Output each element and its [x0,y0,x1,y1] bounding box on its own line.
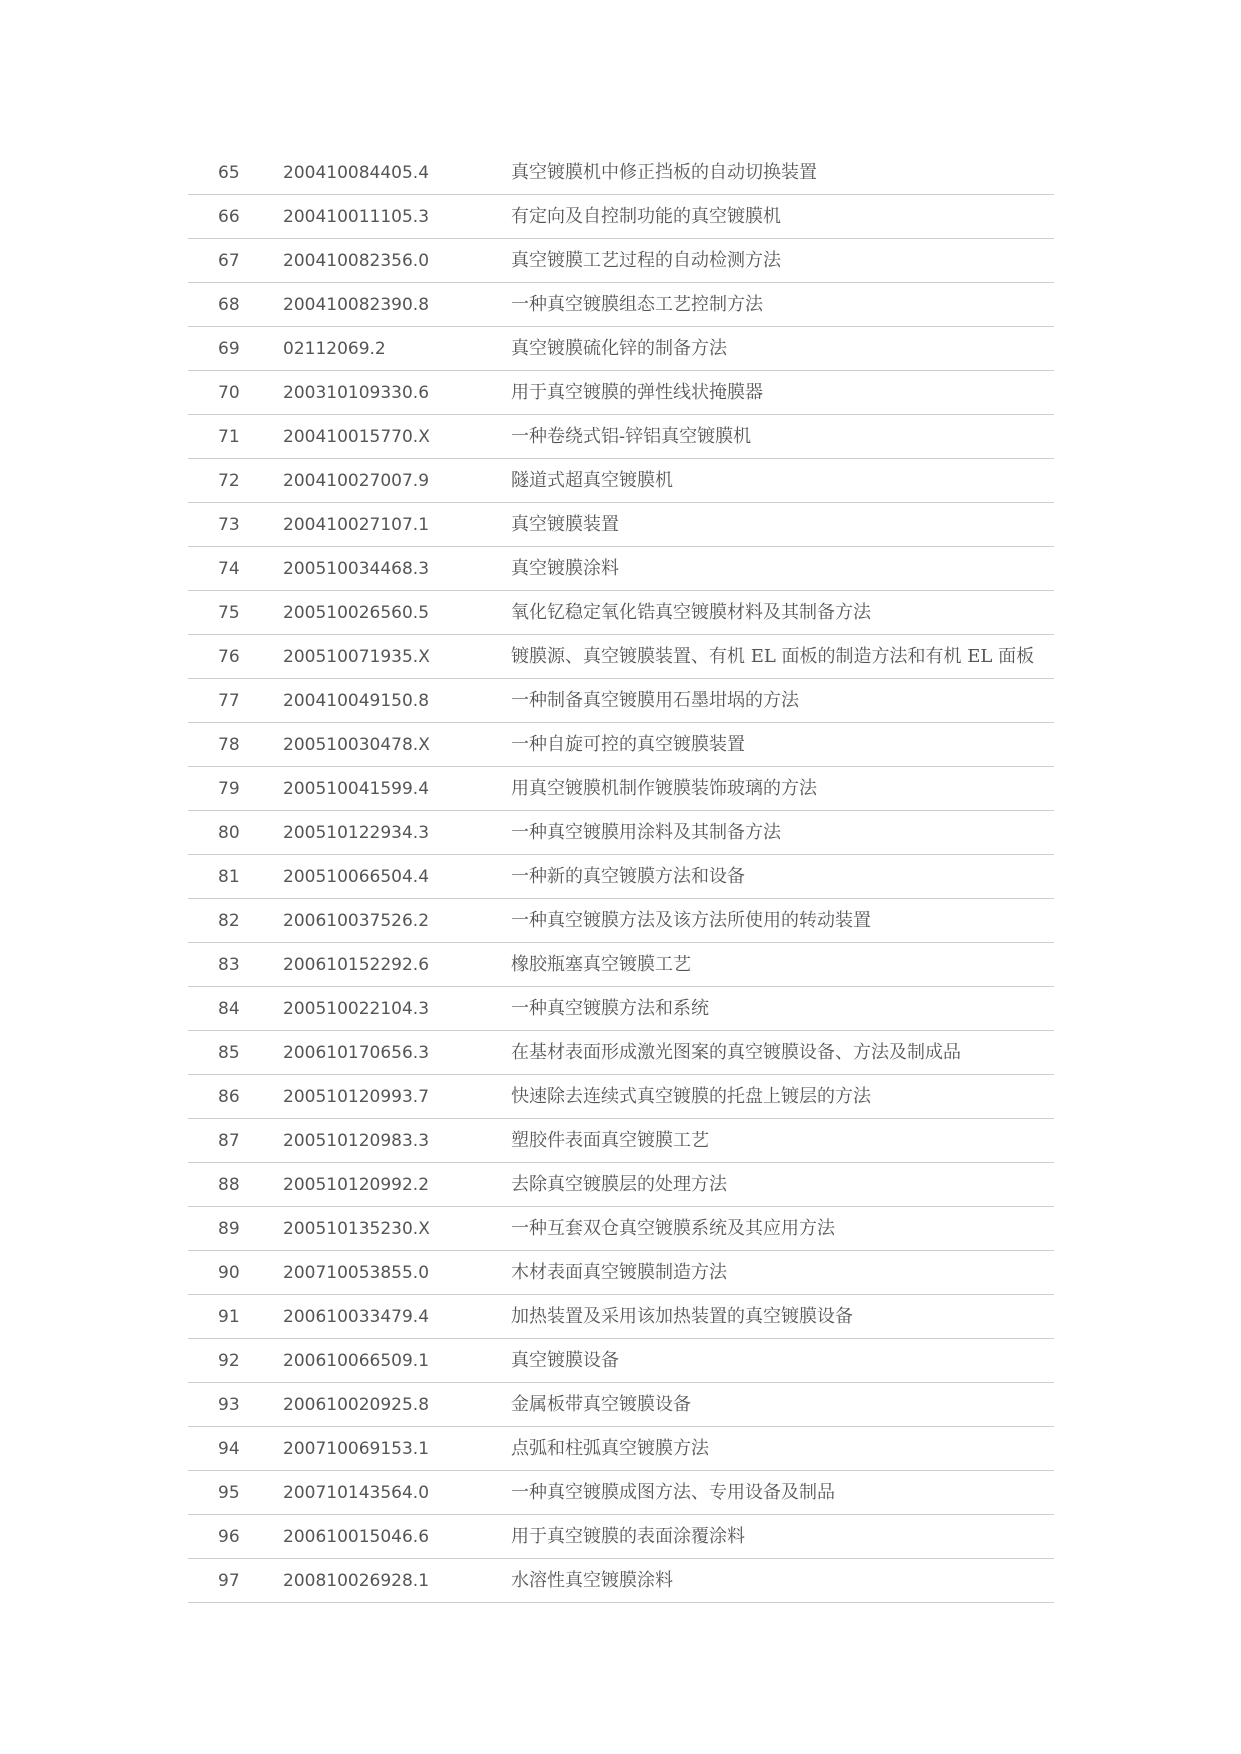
table-row [188,899,1054,943]
patent-number: 200410027007.9 [283,471,430,491]
table-row [188,591,1054,635]
patent-title: 一种真空镀膜成图方法、专用设备及制品 [511,1482,835,1503]
patent-number: 200710143564.0 [283,1483,430,1503]
patent-number: 200510120983.3 [283,1131,430,1151]
row-number: 69 [218,339,240,359]
table-row [188,503,1054,547]
table-row [188,1559,1054,1603]
table-row [188,195,1054,239]
row-number: 93 [218,1395,240,1415]
table-row [188,327,1054,371]
patent-number: 200510066504.4 [283,867,430,887]
patent-title: 真空镀膜机中修正挡板的自动切换装置 [511,162,817,183]
patent-number: 200410082356.0 [283,251,430,271]
row-number: 82 [218,911,240,931]
row-number: 90 [218,1263,240,1283]
patent-number: 200410011105.3 [283,207,430,227]
table-row [188,1383,1054,1427]
table-row [188,987,1054,1031]
patent-number: 200510071935.X [283,647,430,667]
patent-number: 02112069.2 [283,339,386,359]
row-number: 89 [218,1219,240,1239]
patent-number: 200510041599.4 [283,779,430,799]
table-row [188,415,1054,459]
patent-title: 用于真空镀膜的弹性线状掩膜器 [511,382,763,403]
table-row [188,1427,1054,1471]
table-row [188,1075,1054,1119]
patent-number: 200610170656.3 [283,1043,430,1063]
row-number: 70 [218,383,240,403]
row-number: 94 [218,1439,240,1459]
patent-title: 一种互套双仓真空镀膜系统及其应用方法 [511,1218,835,1239]
row-number: 88 [218,1175,240,1195]
patent-title: 真空镀膜硫化锌的制备方法 [511,338,727,359]
patent-number: 200610066509.1 [283,1351,430,1371]
patent-title: 一种制备真空镀膜用石墨坩埚的方法 [511,690,799,711]
patent-title: 真空镀膜设备 [511,1350,619,1371]
table-row [188,1471,1054,1515]
table-row [188,943,1054,987]
patent-number: 200510022104.3 [283,999,430,1019]
row-number: 75 [218,603,240,623]
patent-number: 200510120993.7 [283,1087,430,1107]
row-number: 81 [218,867,240,887]
row-number: 80 [218,823,240,843]
patent-title: 真空镀膜装置 [511,514,619,535]
table-row [188,1339,1054,1383]
patent-number: 200710069153.1 [283,1439,430,1459]
table-row [188,547,1054,591]
row-number: 66 [218,207,240,227]
patent-number: 200410015770.X [283,427,430,447]
table-row [188,635,1054,679]
table-row [188,1119,1054,1163]
patent-number: 200410049150.8 [283,691,430,711]
table-row [188,283,1054,327]
patent-title: 隧道式超真空镀膜机 [511,470,673,491]
row-number: 76 [218,647,240,667]
patent-title: 快速除去连续式真空镀膜的托盘上镀层的方法 [511,1086,871,1107]
patent-number: 200510120992.2 [283,1175,430,1195]
patent-number: 200510034468.3 [283,559,430,579]
patent-table [188,151,1054,1603]
patent-number: 200410084405.4 [283,163,430,183]
row-number: 78 [218,735,240,755]
patent-title: 一种真空镀膜方法和系统 [511,998,709,1019]
row-number: 92 [218,1351,240,1371]
patent-title: 塑胶件表面真空镀膜工艺 [511,1130,709,1151]
row-number: 87 [218,1131,240,1151]
patent-number: 200610015046.6 [283,1527,430,1547]
patent-number: 200610037526.2 [283,911,430,931]
patent-title: 一种自旋可控的真空镀膜装置 [511,734,745,755]
patent-number: 200310109330.6 [283,383,430,403]
row-number: 84 [218,999,240,1019]
table-row [188,855,1054,899]
patent-title: 用真空镀膜机制作镀膜装饰玻璃的方法 [511,778,817,799]
row-number: 85 [218,1043,240,1063]
patent-title: 加热装置及采用该加热装置的真空镀膜设备 [511,1306,853,1327]
patent-title: 在基材表面形成激光图案的真空镀膜设备、方法及制成品 [511,1042,961,1063]
patent-title: 真空镀膜涂料 [511,558,619,579]
patent-number: 200710053855.0 [283,1263,430,1283]
row-number: 74 [218,559,240,579]
patent-number: 200410027107.1 [283,515,430,535]
row-number: 67 [218,251,240,271]
table-row [188,679,1054,723]
patent-title: 一种真空镀膜组态工艺控制方法 [511,294,763,315]
table-row [188,767,1054,811]
patent-title: 点弧和柱弧真空镀膜方法 [511,1438,709,1459]
patent-number: 200610020925.8 [283,1395,430,1415]
table-row [188,723,1054,767]
patent-title: 去除真空镀膜层的处理方法 [511,1174,727,1195]
patent-title: 水溶性真空镀膜涂料 [511,1570,673,1591]
patent-title: 一种真空镀膜用涂料及其制备方法 [511,822,781,843]
table-row [188,1031,1054,1075]
patent-title: 真空镀膜工艺过程的自动检测方法 [511,250,781,271]
patent-title: 一种卷绕式铝-锌铝真空镀膜机 [511,426,752,447]
row-number: 97 [218,1571,240,1591]
patent-number: 200610033479.4 [283,1307,430,1327]
table-row [188,151,1054,195]
patent-title: 有定向及自控制功能的真空镀膜机 [511,206,781,227]
patent-number: 200610152292.6 [283,955,430,975]
patent-title: 木材表面真空镀膜制造方法 [511,1262,727,1283]
table-row [188,371,1054,415]
row-number: 83 [218,955,240,975]
table-row [188,811,1054,855]
row-number: 68 [218,295,240,315]
row-number: 77 [218,691,240,711]
row-number: 72 [218,471,240,491]
patent-title: 橡胶瓶塞真空镀膜工艺 [511,954,691,975]
row-number: 79 [218,779,240,799]
table-row [188,1251,1054,1295]
patent-title: 氧化钇稳定氧化锆真空镀膜材料及其制备方法 [511,602,871,623]
patent-title: 镀膜源、真空镀膜装置、有机 EL 面板的制造方法和有机 EL 面板 [511,646,1035,667]
table-row [188,1515,1054,1559]
patent-number: 200410082390.8 [283,295,430,315]
patent-title: 一种新的真空镀膜方法和设备 [511,866,745,887]
row-number: 73 [218,515,240,535]
patent-number: 200510122934.3 [283,823,430,843]
row-number: 86 [218,1087,240,1107]
row-number: 65 [218,163,240,183]
patent-number: 200510030478.X [283,735,430,755]
table-row [188,459,1054,503]
table-row [188,239,1054,283]
patent-title: 用于真空镀膜的表面涂覆涂料 [511,1526,745,1547]
patent-number: 200810026928.1 [283,1571,430,1591]
row-number: 71 [218,427,240,447]
table-row [188,1295,1054,1339]
row-number: 95 [218,1483,240,1503]
patent-number: 200510135230.X [283,1219,430,1239]
table-row [188,1207,1054,1251]
patent-title: 一种真空镀膜方法及该方法所使用的转动装置 [511,910,871,931]
patent-title: 金属板带真空镀膜设备 [511,1394,691,1415]
row-number: 91 [218,1307,240,1327]
table-row [188,1163,1054,1207]
row-number: 96 [218,1527,240,1547]
patent-number: 200510026560.5 [283,603,430,623]
